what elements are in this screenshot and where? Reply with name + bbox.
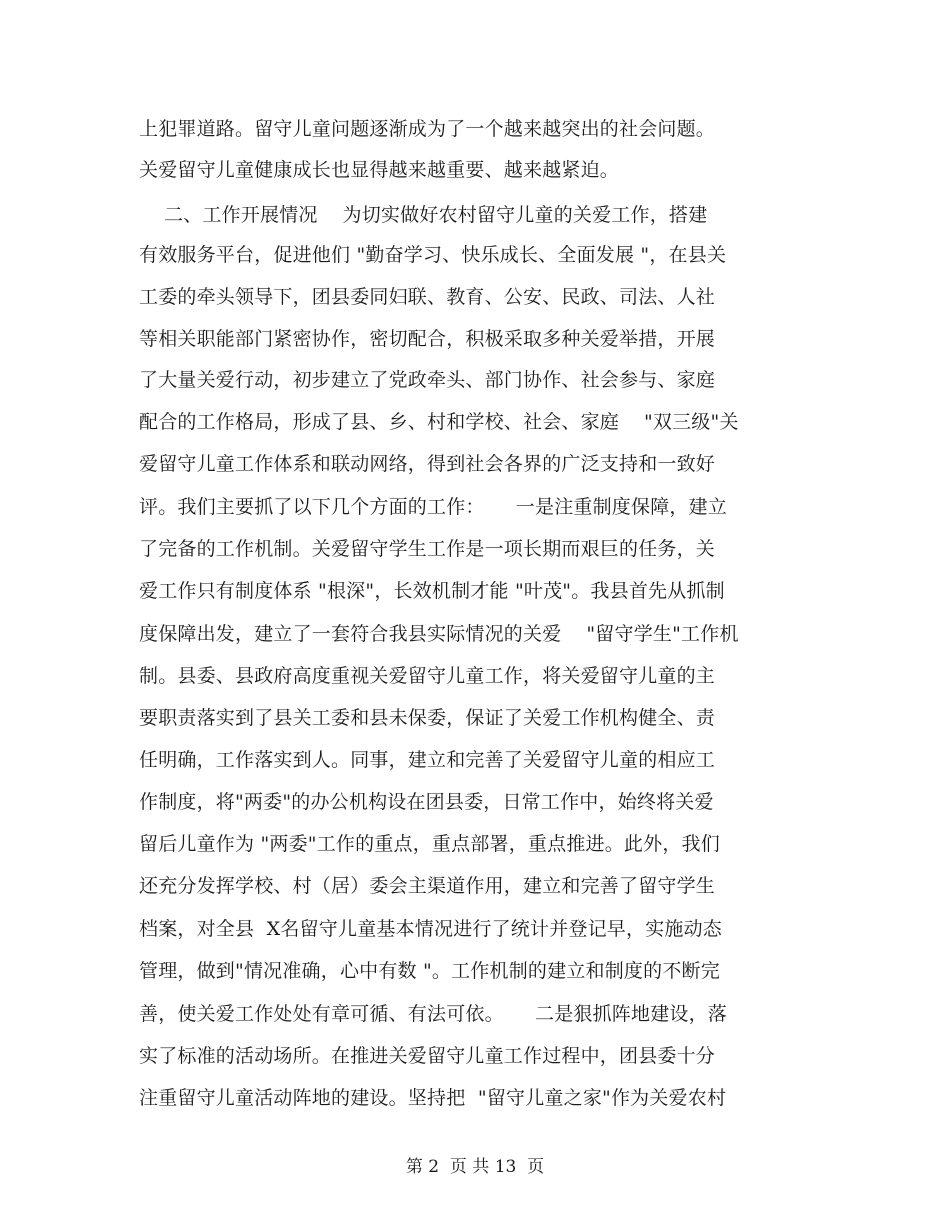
text-line: 评。我们主要抓了以下几个方面的工作： 一是注重制度保障，建立 — [139, 496, 727, 518]
page-number-footer: 第 2 页 共 13 页 — [405, 1157, 545, 1177]
text-line: 爱留守儿童工作体系和联动网络，得到社会各界的广泛支持和一致好 — [139, 453, 716, 475]
text-line: 度保障出发，建立了一套符合我县实际情况的关爱 "留守学生"工作机 — [139, 623, 739, 645]
text-line: 等相关职能部门紧密协作，密切配合，积极采取多种关爱举措，开展 — [139, 328, 716, 350]
text-line: 善，使关爱工作处处有章可循、有法可依。 二是狠抓阵地建设，落 — [139, 1003, 727, 1025]
text-line: 管理，做到"情况准确，心中有数 "。工作机制的建立和制度的不断完 — [139, 960, 720, 982]
text-line: 要职责落实到了县关工委和县未保委，保证了关爱工作机构健全、责 — [139, 707, 716, 729]
text-line: 注重留守儿童活动阵地的建设。坚持把 "留守儿童之家"作为关爱农村 — [139, 1087, 727, 1109]
text-line: 还充分发挥学校、村（居）委会主渠道作用，建立和完善了留守学生 — [139, 875, 716, 897]
text-line: 工委的牵头领导下，团县委同妇联、教育、公安、民政、司法、人社 — [139, 286, 716, 308]
text-line: 二、工作开展情况 为切实做好农村留守儿童的关爱工作，搭建 — [139, 204, 708, 226]
text-line: 实了标准的活动场所。在推进关爱留守儿童工作过程中，团县委十分 — [139, 1045, 716, 1067]
text-line: 档案，对全县 X名留守儿童基本情况进行了统计并登记早，实施动态 — [139, 918, 723, 940]
text-line: 关爱留守儿童健康成长也显得越来越重要、越来越紧迫。 — [139, 159, 620, 181]
text-line: 配合的工作格局，形成了县、乡、村和学校、社会、家庭 "双三级"关 — [139, 411, 739, 433]
text-line: 了大量关爱行动，初步建立了党政牵头、部门协作、社会参与、家庭 — [139, 369, 716, 391]
text-line: 爱工作只有制度体系 "根深"，长效机制才能 "叶茂"。我县首先从抓制 — [139, 580, 725, 602]
text-line: 了完备的工作机制。关爱留守学生工作是一项长期而艰巨的任务，关 — [139, 538, 716, 560]
text-line: 任明确，工作落实到人。同事，建立和完善了关爱留守儿童的相应工 — [139, 749, 716, 771]
text-line: 上犯罪道路。留守儿童问题逐渐成为了一个越来越突出的社会问题。 — [139, 118, 716, 140]
text-line: 留后儿童作为 "两委"工作的重点，重点部署，重点推进。此外，我们 — [139, 833, 720, 855]
text-line: 作制度，将"两委"的办公机构设在团县委，日常工作中，始终将关爱 — [139, 791, 714, 813]
text-line: 有效服务平台，促进他们 "勤奋学习、快乐成长、全面发展 "，在县关 — [139, 244, 727, 266]
text-line: 制。县委、县政府高度重视关爱留守儿童工作，将关爱留守儿童的主 — [139, 665, 716, 687]
